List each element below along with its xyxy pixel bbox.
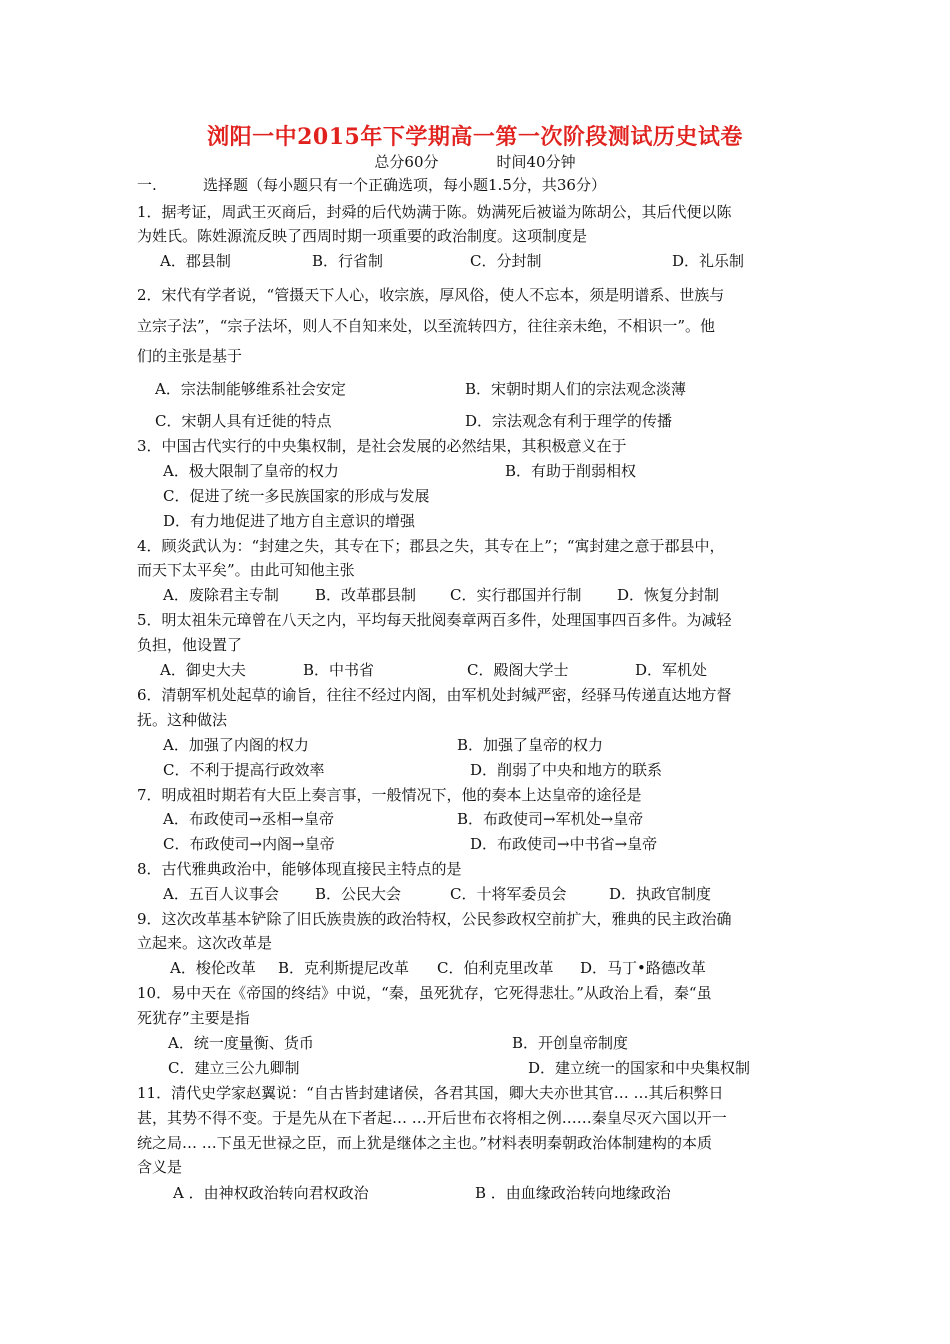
q4-option-b: B．改革郡县制	[315, 586, 417, 604]
question-9-line-1: 9．这次改革基本铲除了旧氏族贵族的政治特权，公民参政权空前扩大，雅典的民主政治确	[137, 910, 732, 928]
question-6-line-2: 抚。这种做法	[137, 711, 228, 729]
q7-option-a: A．布政使司→丞相→皇帝	[163, 810, 334, 828]
q6-option-c: C．不利于提高行政效率	[163, 761, 325, 779]
q8-option-c: C．十将军委员会	[450, 885, 567, 903]
question-6-line-1: 6．清朝军机处起草的谕旨，往往不经过内阁，由军机处封缄严密，经驿马传递直达地方督	[137, 686, 732, 704]
question-3-line-1: 3．中国古代实行的中央集权制，是社会发展的必然结果，其积极意义在于	[137, 437, 627, 455]
question-1-line-1: 1．据考证，周武王灭商后，封舜的后代妫满于陈。妫满死后被谥为陈胡公，其后代便以陈	[137, 203, 732, 221]
q1-option-c: C．分封制	[470, 252, 542, 270]
question-11-line-3: 统之局… …下虽无世禄之臣，而上犹是继体之主也。”材料表明秦朝政治体制建构的本质	[137, 1134, 712, 1152]
q8-option-b: B．公民大会	[315, 885, 402, 903]
q2-option-a: A．宗法制能够维系社会安定	[155, 380, 346, 398]
q10-option-a: A．统一度量衡、货币	[168, 1034, 314, 1052]
question-10-line-2: 死犹存”主要是指	[137, 1009, 250, 1027]
exam-title: 浏阳一中2015年下学期高一第一次阶段测试历史试卷	[207, 124, 743, 150]
section-number: 一.	[137, 176, 157, 194]
question-7-line-1: 7．明成祖时期若有大臣上奏言事，一般情况下，他的奏本上达皇帝的途径是	[137, 786, 642, 804]
question-4-line-1: 4．顾炎武认为：“封建之失，其专在下；郡县之失，其专在上”；“寓封建之意于郡县中，	[137, 537, 725, 555]
q3-option-a: A．极大限制了皇帝的权力	[163, 462, 339, 480]
q2-option-b: B．宋朝时期人们的宗法观念淡薄	[465, 380, 687, 398]
q5-option-d: D．军机处	[635, 661, 708, 679]
q9-option-a: A．梭伦改革	[170, 959, 256, 977]
question-11-line-4: 含义是	[137, 1158, 183, 1176]
question-5-line-1: 5．明太祖朱元璋曾在八天之内，平均每天批阅奏章两百多件，处理国事四百多件。为减轻	[137, 611, 732, 629]
q7-option-d: D．布政使司→中书省→皇帝	[470, 835, 658, 853]
q1-option-a: A．郡县制	[160, 252, 231, 270]
question-2-line-2: 立宗子法”，“宗子法坏，则人不自知来处，以至流转四方，往往亲未绝，不相识一”。他	[137, 317, 716, 335]
q9-option-c: C．伯利克里改革	[437, 959, 554, 977]
q2-option-d: D．宗法观念有利于理学的传播	[465, 412, 673, 430]
q6-option-a: A．加强了内阁的权力	[163, 736, 309, 754]
q10-option-c: C．建立三公九卿制	[168, 1059, 300, 1077]
q4-option-c: C．实行郡国并行制	[450, 586, 582, 604]
q11-option-a: A ．由神权政治转向君权政治	[173, 1184, 369, 1202]
q10-option-b: B．开创皇帝制度	[512, 1034, 629, 1052]
q5-option-a: A．御史大夫	[160, 661, 246, 679]
time-limit: 时间40分钟	[496, 153, 576, 171]
q5-option-b: B．中书省	[303, 661, 375, 679]
question-8-line-1: 8．古代雅典政治中，能够体现直接民主特点的是	[137, 860, 462, 878]
question-2-line-3: 们的主张是基于	[137, 347, 243, 365]
question-4-line-2: 而天下太平矣”。由此可知他主张	[137, 561, 355, 579]
q3-option-c: C．促进了统一多民族国家的形成与发展	[163, 487, 430, 505]
q4-option-a: A．废除君主专制	[163, 586, 279, 604]
question-9-line-2: 立起来。这次改革是	[137, 934, 273, 952]
question-5-line-2: 负担，他设置了	[137, 636, 243, 654]
q6-option-b: B．加强了皇帝的权力	[457, 736, 604, 754]
q9-option-d: D．马丁•路德改革	[580, 959, 706, 977]
section-heading: 选择题（每小题只有一个正确选项，每小题1.5分，共36分）	[203, 176, 606, 194]
q8-option-d: D．执政官制度	[609, 885, 712, 903]
q8-option-a: A．五百人议事会	[163, 885, 279, 903]
q4-option-d: D．恢复分封制	[617, 586, 720, 604]
question-10-line-1: 10．易中天在《帝国的终结》中说，“秦，虽死犹存，它死得悲壮。”从政治上看，秦“虽	[137, 984, 712, 1002]
question-11-line-1: 11．清代史学家赵翼说：“自古皆封建诸侯，各君其国，卿大夫亦世其官… …其后积弊日	[137, 1084, 724, 1102]
q1-option-d: D．礼乐制	[672, 252, 745, 270]
q7-option-b: B．布政使司→军机处→皇帝	[457, 810, 644, 828]
q9-option-b: B．克利斯提尼改革	[278, 959, 410, 977]
q11-option-b: B ．由血缘政治转向地缘政治	[475, 1184, 671, 1202]
q1-option-b: B．行省制	[312, 252, 384, 270]
question-1-line-2: 为姓氏。陈姓源流反映了西周时期一项重要的政治制度。这项制度是	[137, 227, 588, 245]
question-2-line-1: 2．宋代有学者说，“管摄天下人心，收宗族，厚风俗，使人不忘本，须是明谱系、世族与	[137, 286, 725, 304]
q6-option-d: D．削弱了中央和地方的联系	[470, 761, 663, 779]
total-score: 总分60分	[374, 153, 439, 171]
q7-option-c: C．布政使司→内阁→皇帝	[163, 835, 335, 853]
q10-option-d: D．建立统一的国家和中央集权制	[528, 1059, 751, 1077]
q3-option-b: B．有助于削弱相权	[505, 462, 637, 480]
exam-meta	[0, 151, 950, 172]
q5-option-c: C．殿阁大学士	[467, 661, 569, 679]
question-11-line-2: 甚，其势不得不变。于是先从在下者起… …开后世布衣将相之例……秦皇尽灭六国以开一	[137, 1109, 727, 1127]
q2-option-c: C．宋朝人具有迁徙的特点	[155, 412, 332, 430]
q3-option-d: D．有力地促进了地方自主意识的增强	[163, 512, 416, 530]
